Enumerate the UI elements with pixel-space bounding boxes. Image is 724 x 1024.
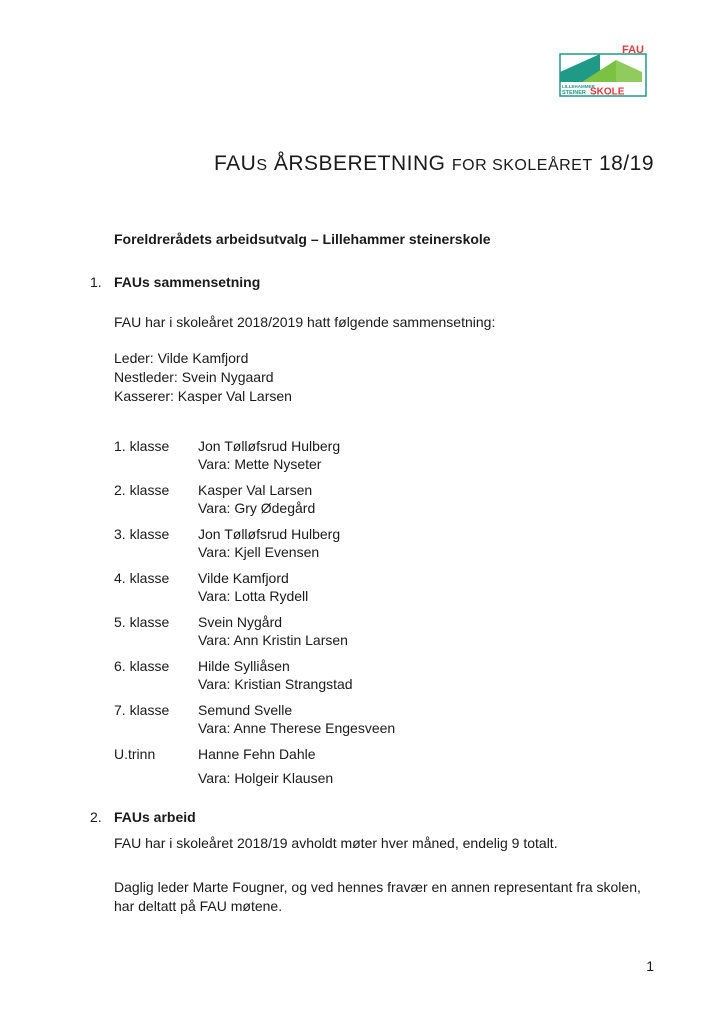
officers-list: [114, 349, 292, 406]
class-label: 6. klasse: [114, 658, 170, 674]
class-label: 7. klasse: [114, 702, 170, 718]
section-2-title: FAUs arbeid: [114, 809, 196, 825]
section-1-intro: FAU har i skoleåret 2018/2019 hatt følgende sammensetning:: [114, 314, 496, 330]
class-deputy: Vara: Holgeir Klausen: [198, 770, 334, 786]
officer-deputy-leader: Nestleder: Svein Nygaard: [114, 369, 274, 385]
section-2-heading: [90, 809, 196, 825]
class-member: Kasper Val Larsen: [198, 482, 313, 498]
logo-line3: SKOLE: [590, 86, 625, 98]
class-label: 5. klasse: [114, 614, 170, 630]
class-member: Jon Tølløfsrud Hulberg: [198, 526, 341, 542]
section-2-paragraph-2-line-2: har deltatt på FAU møtene.: [114, 898, 283, 914]
title-arsberetning: ÅRSBERETNING: [267, 152, 452, 175]
class-deputy: Vara: Anne Therese Engesveen: [198, 720, 396, 736]
class-label: 4. klasse: [114, 570, 170, 586]
class-label: 3. klasse: [114, 526, 170, 542]
class-member: Hilde Sylliåsen: [198, 658, 290, 674]
title-s: S: [256, 157, 268, 174]
section-1-heading: [90, 274, 260, 290]
section-2-number: 2.: [90, 809, 102, 825]
class-row: [114, 745, 395, 787]
class-deputy: Vara: Gry Ødegård: [198, 500, 316, 516]
class-deputy: Vara: Kjell Evensen: [198, 544, 320, 560]
document-subtitle: Foreldrerådets arbeidsutvalg – Lillehammer steinerskole: [114, 231, 491, 247]
section-2-paragraph-2: [114, 878, 641, 916]
logo-line1: LILLEHAMMER: [562, 84, 595, 89]
section-2-paragraph-2-line-1: Daglig leder Marte Fougner, og ved hennes fravær en annen representant fra skolen,: [114, 879, 641, 895]
class-member: Vilde Kamfjord: [198, 570, 289, 586]
class-deputy: Vara: Ann Kristin Larsen: [198, 632, 348, 648]
document-title: [214, 152, 654, 176]
class-member: Svein Nygård: [198, 614, 283, 630]
class-row: [114, 613, 395, 649]
fau-logo: [556, 42, 650, 98]
class-row: [114, 481, 395, 517]
class-row: [114, 525, 395, 561]
class-label: U.trinn: [114, 746, 156, 762]
logo-badge-text: FAU: [622, 44, 644, 56]
class-label: 2. klasse: [114, 482, 170, 498]
logo-line2: STEINER: [562, 90, 586, 96]
officer-treasurer: Kasserer: Kasper Val Larsen: [114, 388, 292, 404]
logo-roof-green-right: [616, 60, 642, 82]
class-row: [114, 657, 395, 693]
class-member: Semund Svelle: [198, 702, 293, 718]
officer-leader: Leder: Vilde Kamfjord: [114, 350, 249, 366]
section-1-number: 1.: [90, 274, 102, 290]
title-for-skolearet: FOR SKOLEÅRET: [451, 157, 593, 174]
title-fau: FAU: [213, 152, 257, 175]
class-row: [114, 701, 395, 737]
class-member: Hanne Fehn Dahle: [198, 746, 316, 762]
class-label: 1. klasse: [114, 438, 170, 454]
class-member: Jon Tølløfsrud Hulberg: [198, 438, 341, 454]
class-row: [114, 569, 395, 605]
class-row: [114, 437, 395, 473]
title-year: 18/19: [592, 152, 654, 175]
class-deputy: Vara: Mette Nyseter: [198, 456, 322, 472]
class-representatives: [114, 437, 395, 787]
class-deputy: Vara: Kristian Strangstad: [198, 676, 353, 692]
page-number: 1: [646, 958, 654, 974]
section-1-title: FAUs sammensetning: [114, 274, 261, 290]
section-2-paragraph-1: FAU har i skoleåret 2018/19 avholdt møter hver måned, endelig 9 totalt.: [114, 835, 558, 851]
class-deputy: Vara: Lotta Rydell: [198, 588, 309, 604]
